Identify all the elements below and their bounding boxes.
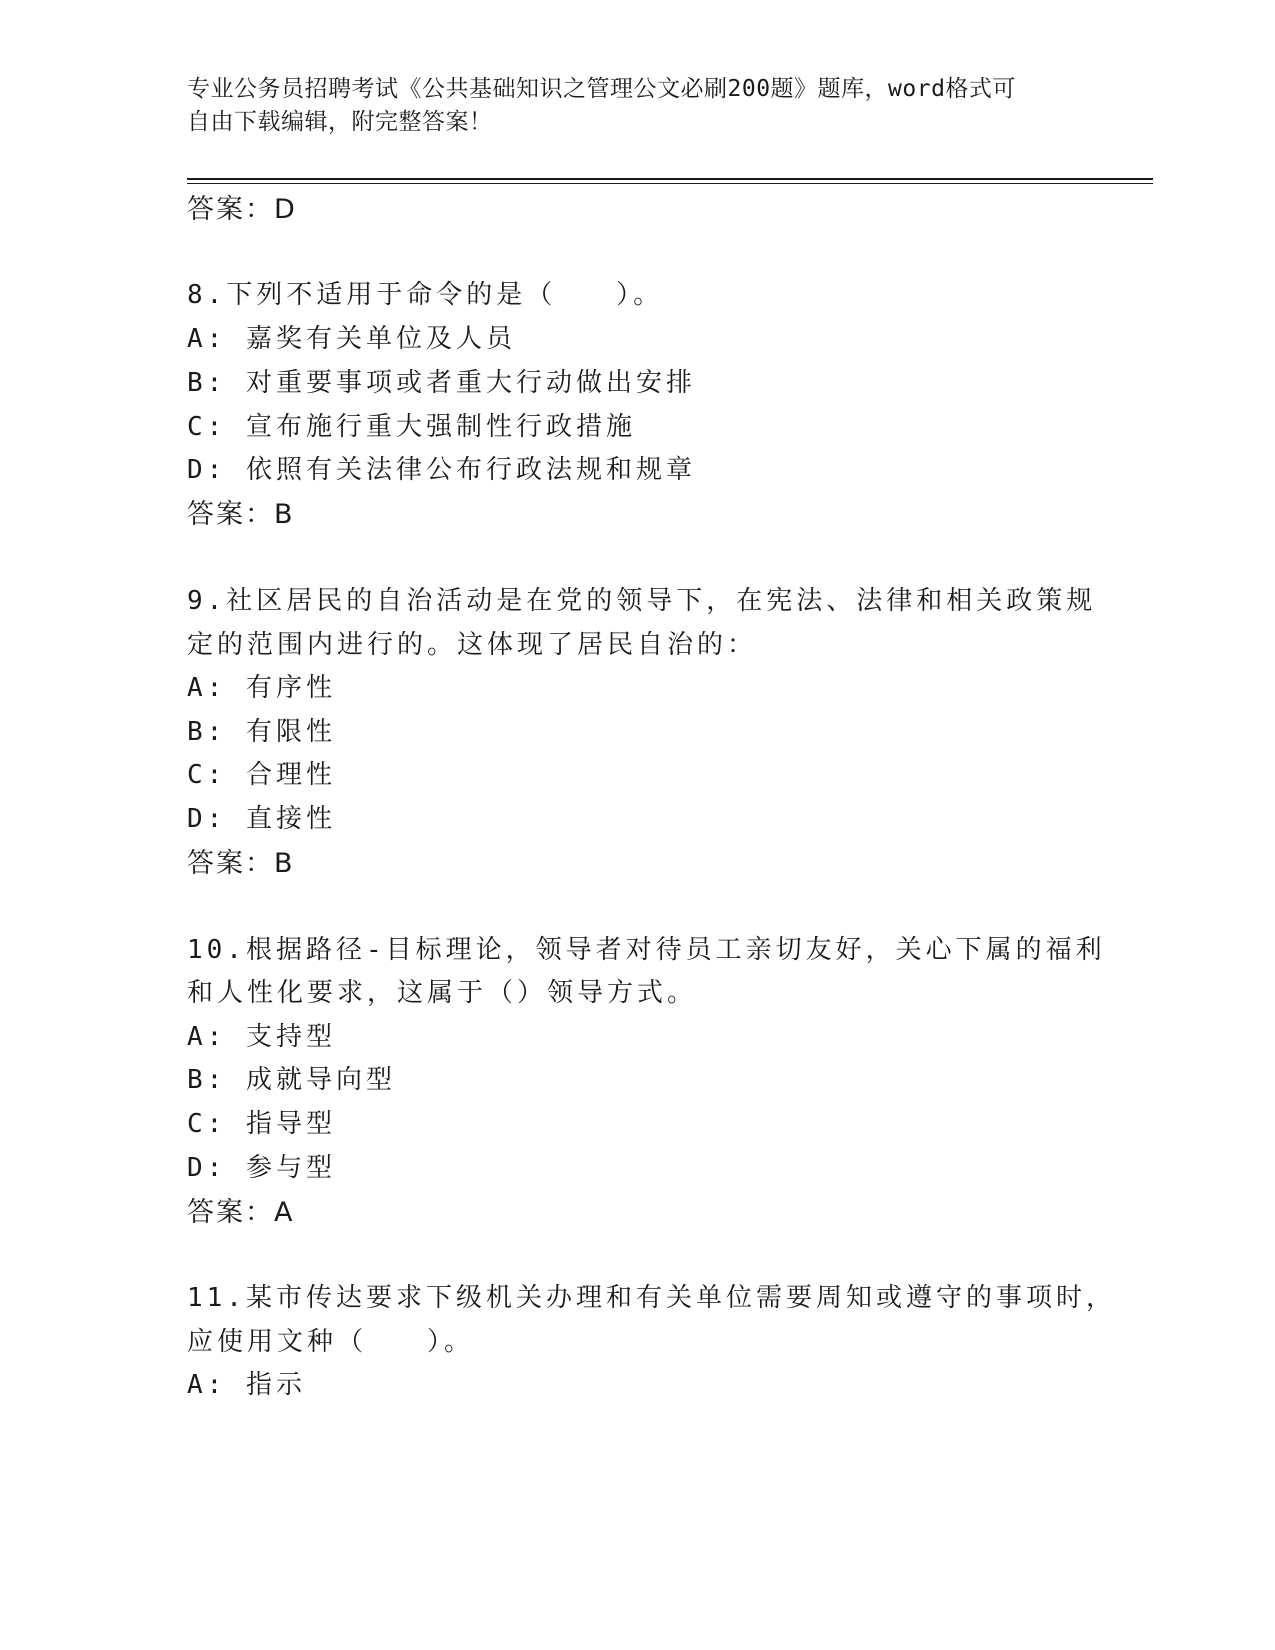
option-c: C: 指导型 (187, 1109, 336, 1139)
option-b: B: 对重要事项或者重大行动做出安排 (187, 368, 696, 398)
previous-answer: 答案：D (187, 194, 297, 225)
question-stem-line-1: 9.社区居民的自治活动是在党的领导下，在宪法、法律和相关政策规 (187, 586, 1097, 616)
option-a: A: 嘉奖有关单位及人员 (187, 324, 516, 354)
option-c: C: 宣布施行重大强制性行政措施 (187, 412, 636, 442)
page-header (187, 73, 1067, 139)
question-stem-line-2: 定的范围内进行的。这体现了居民自治的： (187, 630, 758, 660)
header-rule-thin (187, 183, 1153, 184)
option-c: C: 合理性 (187, 760, 336, 790)
option-a: A: 支持型 (187, 1022, 336, 1052)
option-d: D: 依照有关法律公布行政法规和规章 (187, 455, 696, 485)
option-b: B: 有限性 (187, 717, 336, 747)
option-d: D: 直接性 (187, 804, 336, 834)
question-stem-line-1: 11.某市传达要求下级机关办理和有关单位需要周知或遵守的事项时， (187, 1283, 1116, 1313)
option-b: B: 成就导向型 (187, 1065, 396, 1095)
option-d: D: 参与型 (187, 1153, 336, 1183)
question-stem: 8.下列不适用于命令的是（ ）。 (187, 280, 664, 310)
option-a: A: 有序性 (187, 673, 336, 703)
header-rule-thick (187, 178, 1153, 180)
option-a: A: 指示 (187, 1370, 306, 1400)
answer: 答案：B (187, 499, 295, 530)
question-stem-line-2: 和人性化要求，这属于（）领导方式。 (187, 978, 698, 1008)
answer: 答案：B (187, 848, 295, 879)
question-stem-line-1: 10.根据路径-目标理论，领导者对待员工亲切友好，关心下属的福利 (187, 935, 1106, 965)
question-stem-line-2: 应使用文种（ ）。 (187, 1327, 475, 1357)
answer: 答案：A (187, 1197, 295, 1228)
header-line-2: 自由下载编辑，附完整答案！ (187, 109, 493, 135)
header-line-1: 专业公务员招聘考试《公共基础知识之管理公文必刷200题》题库，word格式可 (187, 76, 1016, 102)
